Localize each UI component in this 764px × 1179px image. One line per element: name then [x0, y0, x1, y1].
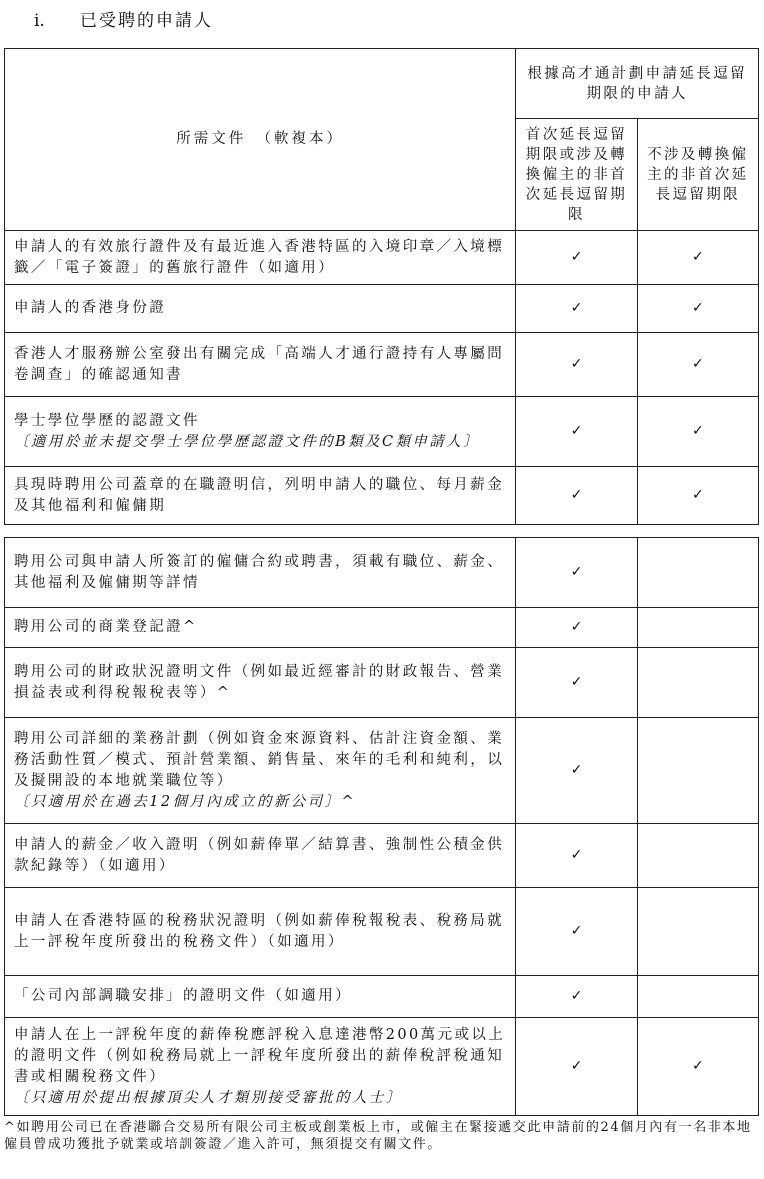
document-text: 申請人在香港特區的稅務狀況證明（例如薪俸稅報稅表、稅務局就上一評稅年度所發出的稅務文件）（如適用） [14, 912, 505, 950]
check-mark-icon: ✓ [570, 923, 583, 939]
document-cell [5, 888, 516, 976]
check-cell-b [637, 608, 758, 648]
check-cell-a [516, 824, 637, 888]
document-note: 〔只適用於在過去12個月內成立的新公司〕^ [14, 793, 356, 810]
check-cell-a [516, 608, 637, 648]
document-note: 〔適用於並未提交學士學位學歷認證文件的B類及C類申請人〕 [14, 433, 480, 450]
check-mark-icon: ✓ [691, 249, 704, 265]
check-mark-icon: ✓ [570, 674, 583, 690]
document-cell [5, 285, 516, 333]
documents-table-bottom-body [5, 538, 759, 1116]
check-mark-icon: ✓ [570, 564, 583, 580]
document-cell [5, 608, 516, 648]
col-a-header: 首次延長逗留期限或涉及轉換僱主的非首次延長逗留期限 [516, 119, 637, 231]
document-text: 聘用公司詳細的業務計劃（例如資金來源資料、估計注資金額、業務活動性質／模式、預計營業額、銷售量、來年的毛利和純利，以及擬開設的本地就業職位等） [14, 730, 505, 789]
table-row [5, 397, 759, 467]
check-cell-a [516, 333, 637, 397]
document-note: 〔只適用於提出根據頂尖人才類別接受審批的人士〕 [14, 1089, 403, 1106]
table-row [5, 538, 759, 608]
table-row [5, 467, 759, 525]
check-mark-icon: ✓ [570, 356, 583, 372]
check-cell-a [516, 285, 637, 333]
check-cell-a [516, 467, 637, 525]
document-text: 申請人的香港身份證 [14, 300, 167, 316]
check-mark-icon: ✓ [691, 487, 704, 503]
table-row [5, 608, 759, 648]
check-mark-icon: ✓ [691, 356, 704, 372]
table-row [5, 285, 759, 333]
check-cell-b [637, 648, 758, 718]
document-text: 具現時聘用公司蓋章的在職證明信，列明申請人的職位、每月薪金及其他福利和僱傭期 [14, 476, 505, 514]
check-cell-b [637, 1018, 758, 1116]
check-cell-a [516, 718, 637, 824]
table-row [5, 976, 759, 1018]
document-text: 學士學位學歷的認證文件 [14, 412, 200, 429]
check-mark-icon: ✓ [691, 1058, 704, 1074]
check-mark-icon: ✓ [570, 423, 583, 439]
check-cell-b [637, 888, 758, 976]
check-cell-b [637, 976, 758, 1018]
check-mark-icon: ✓ [691, 300, 704, 316]
check-mark-icon: ✓ [570, 249, 583, 265]
document-cell [5, 231, 516, 285]
check-cell-b [637, 824, 758, 888]
check-cell-a [516, 397, 637, 467]
check-cell-a [516, 888, 637, 976]
document-text: 申請人的有效旅行證件及有最近進入香港特區的入境印章／入境標籤／「電子簽證」的舊旅行證件（如適用） [14, 238, 505, 276]
document-text: 申請人在上一評稅年度的薪俸稅應評稅入息達港幣200萬元或以上的證明文件（例如稅務局就上一評稅年度所發出的薪俸稅評稅通知書或相關稅務文件） [14, 1026, 506, 1085]
document-text: 申請人的薪金／收入證明（例如薪俸單／結算書、強制性公積金供款紀錄等）（如適用） [14, 836, 505, 874]
check-mark-icon: ✓ [570, 1058, 583, 1074]
document-cell [5, 1018, 516, 1116]
check-mark-icon: ✓ [570, 762, 583, 778]
col-b-header: 不涉及轉換僱主的非首次延長逗留期限 [637, 119, 758, 231]
document-text: 聘用公司的財政狀況證明文件（例如最近經審計的財政報告、營業損益表或利得稅報稅表等）^ [14, 663, 505, 701]
check-mark-icon: ✓ [570, 988, 583, 1004]
document-cell [5, 824, 516, 888]
check-cell-b [637, 285, 758, 333]
document-cell [5, 333, 516, 397]
document-cell [5, 467, 516, 525]
footnote: ^如聘用公司已在香港聯合交易所有限公司主板或創業板上市，或僱主在緊接遞交此申請前的24個月內有一名非本地僱員曾成功獲批予就業或培訓簽證／進入許可，無須提交有關文件。 [4, 1120, 752, 1152]
document-text: 香港人才服務辦公室發出有關完成「高端人才通行證持有人專屬問卷調查」的確認通知書 [14, 345, 505, 383]
documents-column-header: 所需文件 （軟複本） [5, 49, 516, 231]
document-cell [5, 648, 516, 718]
check-cell-b [637, 467, 758, 525]
check-cell-b [637, 231, 758, 285]
document-cell [5, 976, 516, 1018]
check-cell-a [516, 976, 637, 1018]
table-row [5, 824, 759, 888]
check-cell-a [516, 538, 637, 608]
document-cell [5, 538, 516, 608]
applicant-group-header: 根據高才通計劃申請延長逗留期限的申請人 [516, 49, 759, 119]
check-cell-b [637, 333, 758, 397]
table-row [5, 888, 759, 976]
section-title: 已受聘的申請人 [80, 11, 213, 31]
document-cell [5, 397, 516, 467]
check-mark-icon: ✓ [570, 847, 583, 863]
document-cell [5, 718, 516, 824]
documents-table-top [4, 48, 759, 525]
check-cell-a [516, 1018, 637, 1116]
check-mark-icon: ✓ [570, 487, 583, 503]
documents-table-top-body [5, 231, 759, 525]
document-text: 聘用公司的商業登記證^ [14, 619, 198, 635]
table-row [5, 231, 759, 285]
table-row [5, 333, 759, 397]
check-mark-icon: ✓ [570, 619, 583, 635]
table-row [5, 718, 759, 824]
check-cell-b [637, 397, 758, 467]
document-text: 「公司內部調職安排」的證明文件（如適用） [14, 988, 352, 1004]
check-cell-a [516, 231, 637, 285]
check-cell-b [637, 718, 758, 824]
check-mark-icon: ✓ [570, 300, 583, 316]
document-text: 聘用公司與申請人所簽訂的僱傭合約或聘書，須載有職位、薪金、其他福利及僱傭期等詳情 [14, 553, 505, 591]
check-cell-b [637, 538, 758, 608]
section-heading [34, 6, 213, 31]
section-number: i. [34, 11, 45, 31]
table-row [5, 648, 759, 718]
check-mark-icon: ✓ [691, 423, 704, 439]
table-row [5, 1018, 759, 1116]
check-cell-a [516, 648, 637, 718]
documents-table-bottom [4, 537, 759, 1116]
